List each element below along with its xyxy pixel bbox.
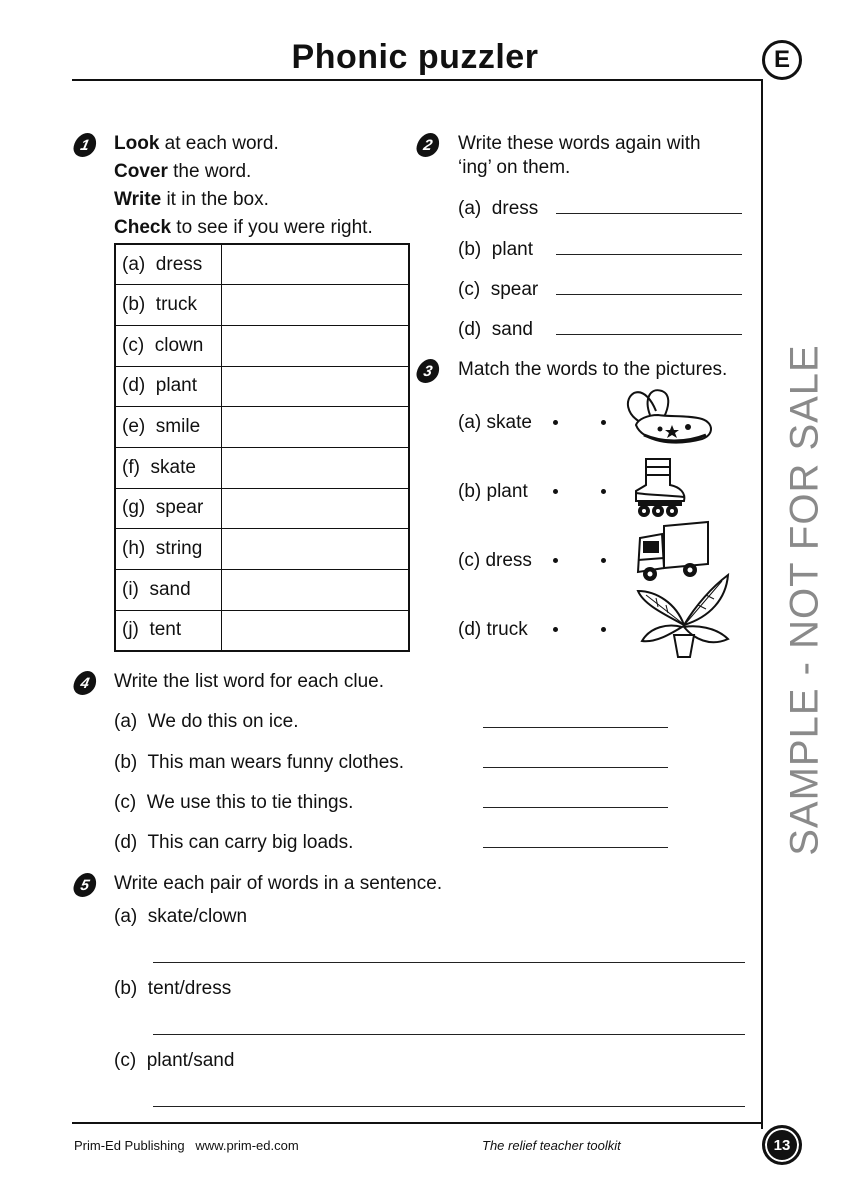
match-dot-picture[interactable]	[601, 489, 606, 494]
question-5-number: 5	[71, 873, 98, 897]
word-cell: (j) tent	[115, 610, 221, 651]
header-rule	[72, 79, 762, 81]
q5-pair: (b) tent/dress	[114, 978, 232, 999]
q3-word: (d) truck	[458, 619, 528, 640]
question-4-number: 4	[71, 671, 98, 695]
word-cell: (e) smile	[115, 407, 221, 448]
q1-instruction-look: Look at each word.	[114, 133, 279, 154]
table-row	[115, 366, 409, 407]
answer-box[interactable]	[221, 529, 409, 570]
answer-line[interactable]	[556, 213, 742, 214]
answer-box[interactable]	[221, 325, 409, 366]
footer-book-title: The relief teacher toolkit	[482, 1138, 621, 1153]
question-2-number: 2	[414, 133, 441, 157]
q5-instruction: Write each pair of words in a sentence.	[114, 873, 443, 894]
table-row	[115, 285, 409, 326]
plant-icon	[636, 565, 732, 661]
word-cell: (f) skate	[115, 447, 221, 488]
table-row	[115, 447, 409, 488]
page-title: Phonic puzzler	[291, 38, 539, 76]
level-badge: E	[762, 40, 802, 80]
q4-clue: (c) We use this to tie things.	[114, 792, 354, 813]
match-dot-word[interactable]	[553, 627, 558, 632]
q3-instruction: Match the words to the pictures.	[458, 359, 728, 380]
footer-publisher: Prim-Ed Publishing www.prim-ed.com	[74, 1138, 299, 1153]
answer-box[interactable]	[221, 488, 409, 529]
q3-word: (a) skate	[458, 412, 532, 433]
sentence-line[interactable]	[153, 1106, 745, 1107]
word-cell: (d) plant	[115, 366, 221, 407]
q1-instruction-write: Write it in the box.	[114, 189, 269, 210]
answer-line[interactable]	[483, 847, 668, 848]
table-row	[115, 488, 409, 529]
q2-item: (d) sand	[458, 319, 533, 340]
table-row	[115, 610, 409, 651]
answer-box[interactable]	[221, 447, 409, 488]
word-cell: (g) spear	[115, 488, 221, 529]
word-cell: (a) dress	[115, 244, 221, 285]
question-1-number: 1	[71, 133, 98, 157]
match-dot-word[interactable]	[553, 558, 558, 563]
match-dot-word[interactable]	[553, 489, 558, 494]
q3-word: (b) plant	[458, 481, 528, 502]
footer-rule	[72, 1122, 762, 1124]
match-dot-picture[interactable]	[601, 420, 606, 425]
word-cell: (b) truck	[115, 285, 221, 326]
q1-instruction-check: Check to see if you were right.	[114, 217, 373, 238]
question-3-number: 3	[414, 359, 441, 383]
answer-box[interactable]	[221, 285, 409, 326]
word-cell: (i) sand	[115, 570, 221, 611]
answer-box[interactable]	[221, 244, 409, 285]
table-row	[115, 325, 409, 366]
answer-box[interactable]	[221, 570, 409, 611]
table-row	[115, 570, 409, 611]
q2-instruction: Write these words again with	[458, 133, 701, 154]
answer-box[interactable]	[221, 366, 409, 407]
q5-pair: (a) skate/clown	[114, 906, 248, 927]
answer-line[interactable]	[483, 767, 668, 768]
clown-shoe-icon	[622, 385, 718, 453]
q2-item: (c) spear	[458, 279, 539, 300]
spelling-word-table	[114, 243, 410, 652]
q4-instruction: Write the list word for each clue.	[114, 671, 384, 692]
right-margin-rule	[761, 79, 763, 1129]
table-row	[115, 244, 409, 285]
q2-instruction-cont: ‘ing’ on them.	[458, 157, 571, 178]
answer-line[interactable]	[483, 727, 668, 728]
page-number: 13	[762, 1125, 802, 1165]
q2-item: (b) plant	[458, 239, 533, 260]
q1-instruction-cover: Cover the word.	[114, 161, 252, 182]
q2-item: (a) dress	[458, 198, 539, 219]
word-cell: (c) clown	[115, 325, 221, 366]
watermark: SAMPLE - NOT FOR SALE	[782, 344, 827, 856]
answer-box[interactable]	[221, 407, 409, 448]
match-dot-picture[interactable]	[601, 627, 606, 632]
q3-word: (c) dress	[458, 550, 532, 571]
match-dot-word[interactable]	[553, 420, 558, 425]
answer-line[interactable]	[556, 334, 742, 335]
sentence-line[interactable]	[153, 1034, 745, 1035]
q4-clue: (a) We do this on ice.	[114, 711, 299, 732]
table-row	[115, 407, 409, 448]
match-dot-picture[interactable]	[601, 558, 606, 563]
answer-box[interactable]	[221, 610, 409, 651]
q5-pair: (c) plant/sand	[114, 1050, 235, 1071]
answer-line[interactable]	[556, 294, 742, 295]
q4-clue: (d) This can carry big loads.	[114, 832, 354, 853]
q4-clue: (b) This man wears funny clothes.	[114, 752, 405, 773]
word-cell: (h) string	[115, 529, 221, 570]
sentence-line[interactable]	[153, 962, 745, 963]
roller-skate-icon	[630, 455, 688, 519]
table-row	[115, 529, 409, 570]
answer-line[interactable]	[483, 807, 668, 808]
answer-line[interactable]	[556, 254, 742, 255]
